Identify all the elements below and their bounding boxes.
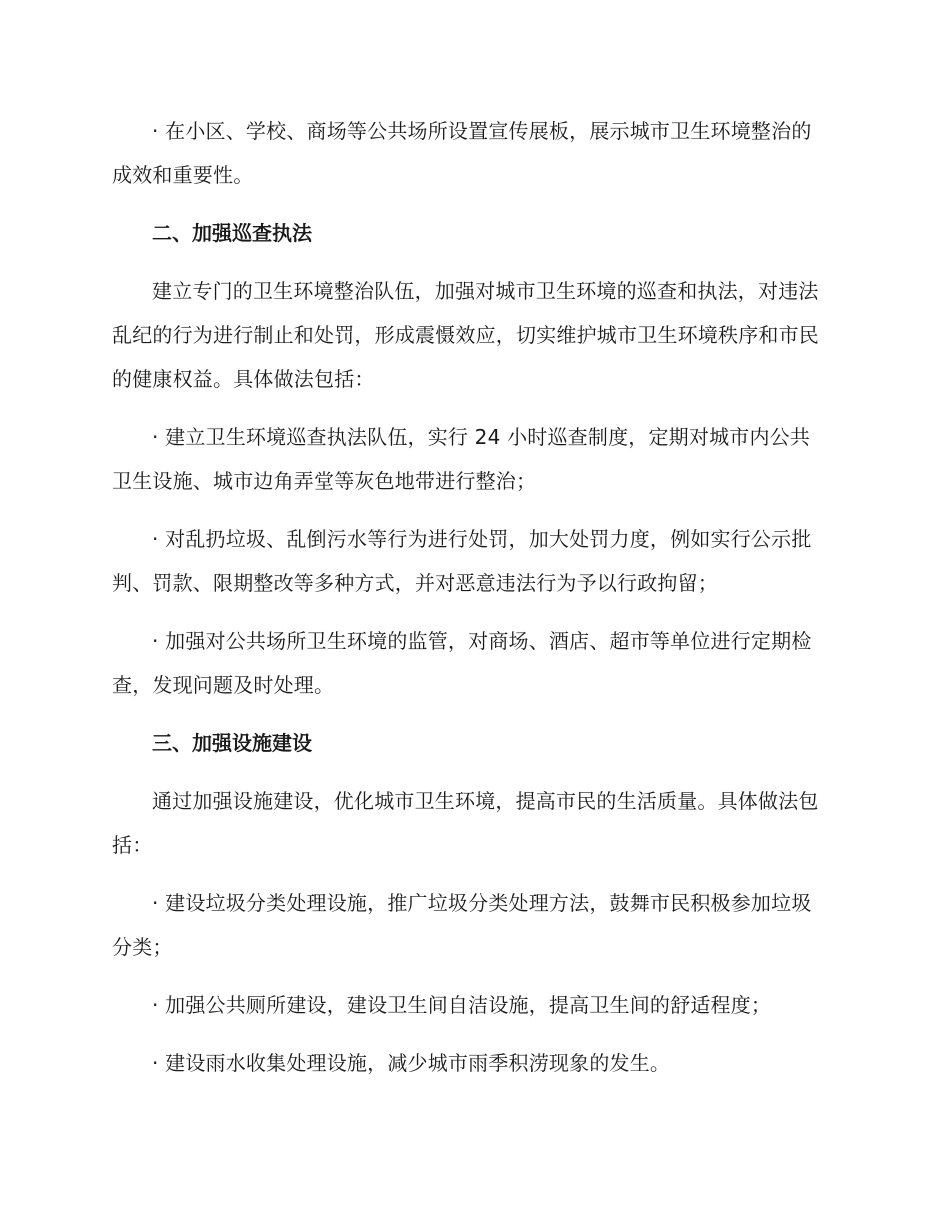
- bullet-paragraph-patrol-team: · 建立卫生环境巡查执法队伍，实行 24 小时巡查制度，定期对城市内公共卫生设施、城市边角弄堂等灰色地带进行整治；: [112, 425, 811, 493]
- section-heading-facilities: 三、加强设施建设: [152, 731, 312, 755]
- bullet-paragraph-rainwater: · 建设雨水收集处理设施，减少城市雨季积涝现象的发生。: [152, 1051, 671, 1075]
- bullet-paragraph-supervision: · 加强对公共场所卫生环境的监管，对商场、酒店、超市等单位进行定期检查，发现问题及时处理。: [112, 629, 812, 697]
- section-heading-inspection: 二、加强巡查执法: [152, 221, 312, 245]
- paragraph-facilities-intro: 通过加强设施建设，优化城市卫生环境，提高市民的生活质量。具体做法包括：: [112, 789, 819, 857]
- paragraph-inspection-intro: 建立专门的卫生环境整治队伍，加强对城市卫生环境的巡查和执法，对违法乱纪的行为进行制止和处罚，形成震慑效应，切实维护城市卫生环境秩序和市民的健康权益。具体做法包括：: [112, 279, 819, 391]
- bullet-paragraph-waste-sorting: · 建设垃圾分类处理设施，推广垃圾分类处理方法，鼓舞市民积极参加垃圾分类；: [112, 891, 812, 959]
- bullet-paragraph-exhibition-boards: · 在小区、学校、商场等公共场所设置宣传展板，展示城市卫生环境整治的成效和重要性。: [112, 119, 812, 187]
- bullet-paragraph-penalties: · 对乱扔垃圾、乱倒污水等行为进行处罚，加大处罚力度，例如实行公示批判、罚款、限期整改等多种方式，并对恶意违法行为予以行政拘留；: [112, 527, 812, 595]
- bullet-paragraph-public-toilets: · 加强公共厕所建设，建设卫生间自洁设施，提高卫生间的舒适程度；: [152, 993, 772, 1017]
- document-page: [112, 109, 828, 1085]
